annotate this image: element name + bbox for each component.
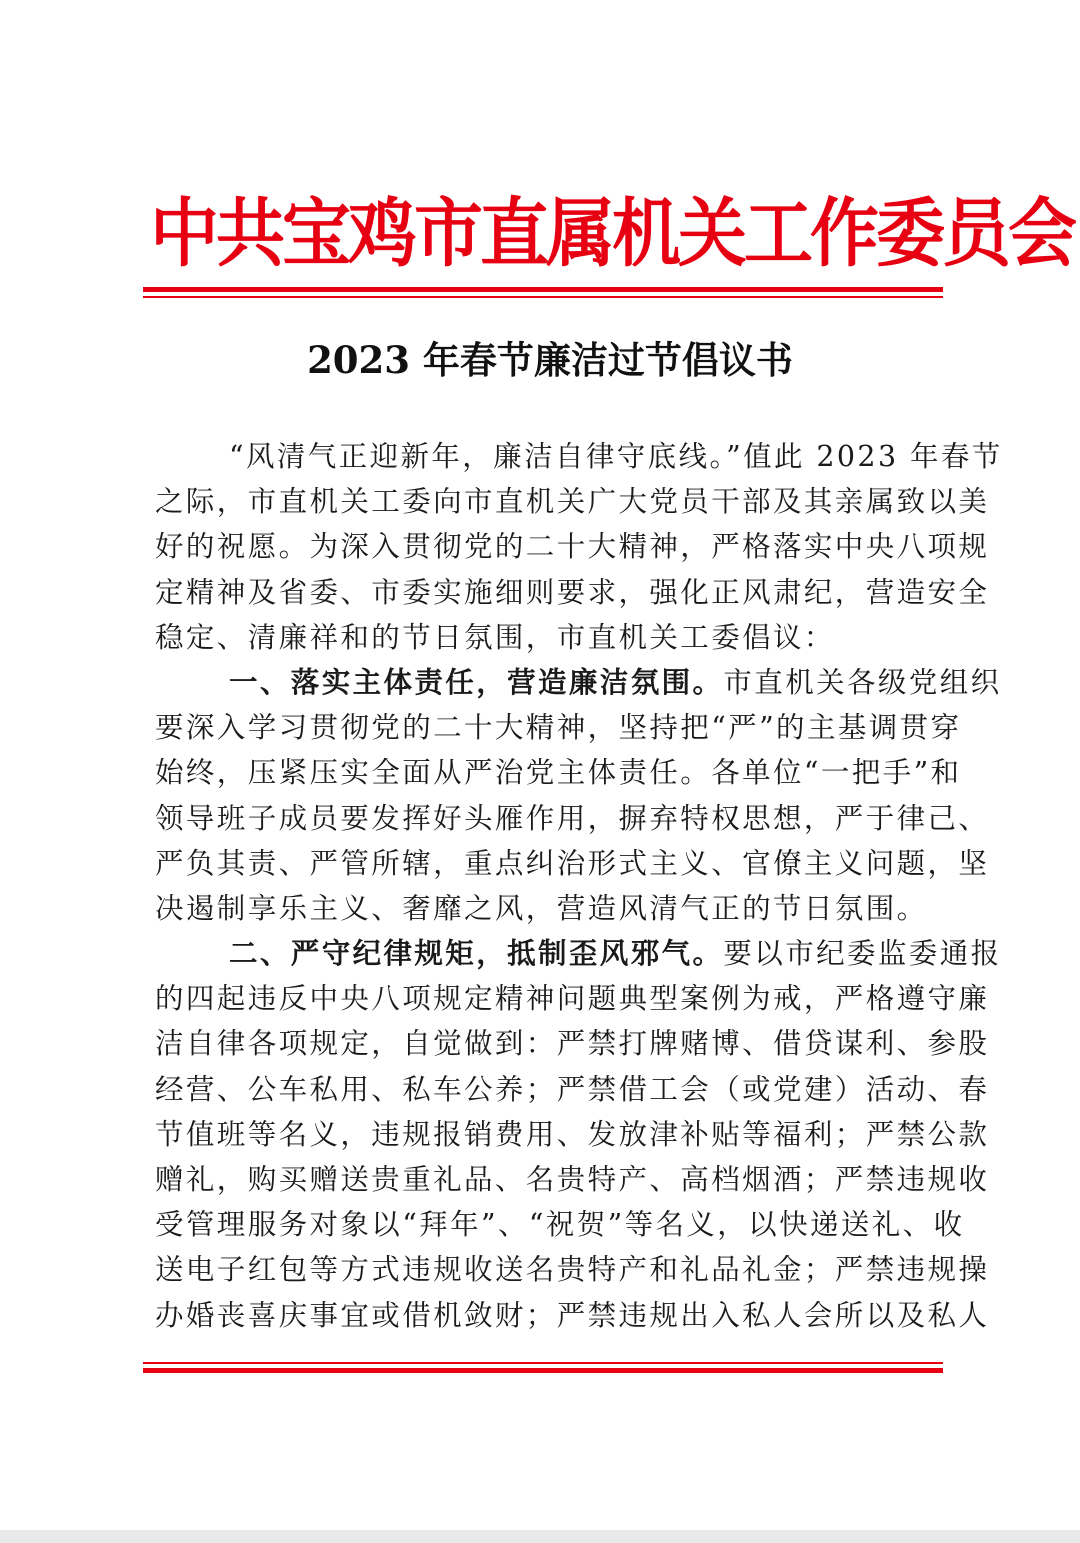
body-line: 决遏制享乐主义、奢靡之风，营造风清气正的节日氛围。 xyxy=(155,891,928,925)
section-1-text: 市直机关各级党组织 xyxy=(723,665,1002,699)
document-title: 2023 年春节廉洁过节倡议书 xyxy=(307,338,793,382)
body-line: 领导班子成员要发挥好头雁作用，摒弃特权思想，严于律己、 xyxy=(155,801,990,835)
body-line: 定精神及省委、市委实施细则要求，强化正风肃纪，营造安全 xyxy=(155,575,990,609)
section-2-heading: 二、严守纪律规矩，抵制歪风邪气。 xyxy=(229,937,724,971)
body-line: 节值班等名义，违规报销费用、发放津补贴等福利；严禁公款 xyxy=(155,1117,990,1151)
letterhead-rule-thin xyxy=(143,296,943,298)
body-line: 洁自律各项规定，自觉做到：严禁打牌赌博、借贷谋利、参股 xyxy=(155,1027,990,1061)
page-bottom-edge xyxy=(0,1530,1080,1543)
section-2-first-line xyxy=(155,931,1002,976)
body-line: 好的祝愿。为深入贯彻党的二十大精神，严格落实中央八项规 xyxy=(155,530,990,564)
section-1-first-line xyxy=(155,660,1002,705)
footer-rule-thick xyxy=(143,1368,943,1373)
body-line: 送电子红包等方式违规收送名贵特产和礼品礼金；严禁违规操 xyxy=(155,1253,990,1287)
body-line: 要深入学习贯彻党的二十大精神，坚持把“严”的主基调贯穿 xyxy=(155,711,962,745)
letterhead-rule-thick xyxy=(143,287,943,292)
body-line: 严负其责、严管所辖，重点纠治形式主义、官僚主义问题，坚 xyxy=(155,846,990,880)
body-line: 的四起违反中央八项规定精神问题典型案例为戒，严格遵守廉 xyxy=(155,982,990,1016)
section-1-heading: 一、落实主体责任，营造廉洁氛围。 xyxy=(229,665,724,699)
footer-rule-thin xyxy=(143,1362,943,1364)
body-line: 稳定、清廉祥和的节日氛围，市直机关工委倡议： xyxy=(155,620,835,654)
letterhead-title: 中共宝鸡市直属机关工作委员会 xyxy=(150,190,1074,278)
body-line: 赠礼，购买赠送贵重礼品、名贵特产、高档烟酒；严禁违规收 xyxy=(155,1163,990,1196)
document-body xyxy=(155,434,1003,1338)
section-2-text: 要以市纪委监委通报 xyxy=(723,937,1002,971)
body-line: 受管理服务对象以“拜年”、“祝贺”等名义，以快递送礼、收 xyxy=(155,1208,965,1242)
body-line: 之际，市直机关工委向市直机关广大党员干部及其亲属致以美 xyxy=(155,485,990,519)
body-line: “风清气正迎新年，廉洁自律守底线。”值此 2023 年春节 xyxy=(229,440,1003,473)
body-line: 始终，压紧压实全面从严治党主体责任。各单位“一把手”和 xyxy=(155,756,962,790)
body-line: 办婚丧喜庆事宜或借机敛财；严禁违规出入私人会所以及私人 xyxy=(155,1298,990,1332)
body-line: 经营、公车私用、私车公养；严禁借工会（或党建）活动、春 xyxy=(155,1072,990,1106)
